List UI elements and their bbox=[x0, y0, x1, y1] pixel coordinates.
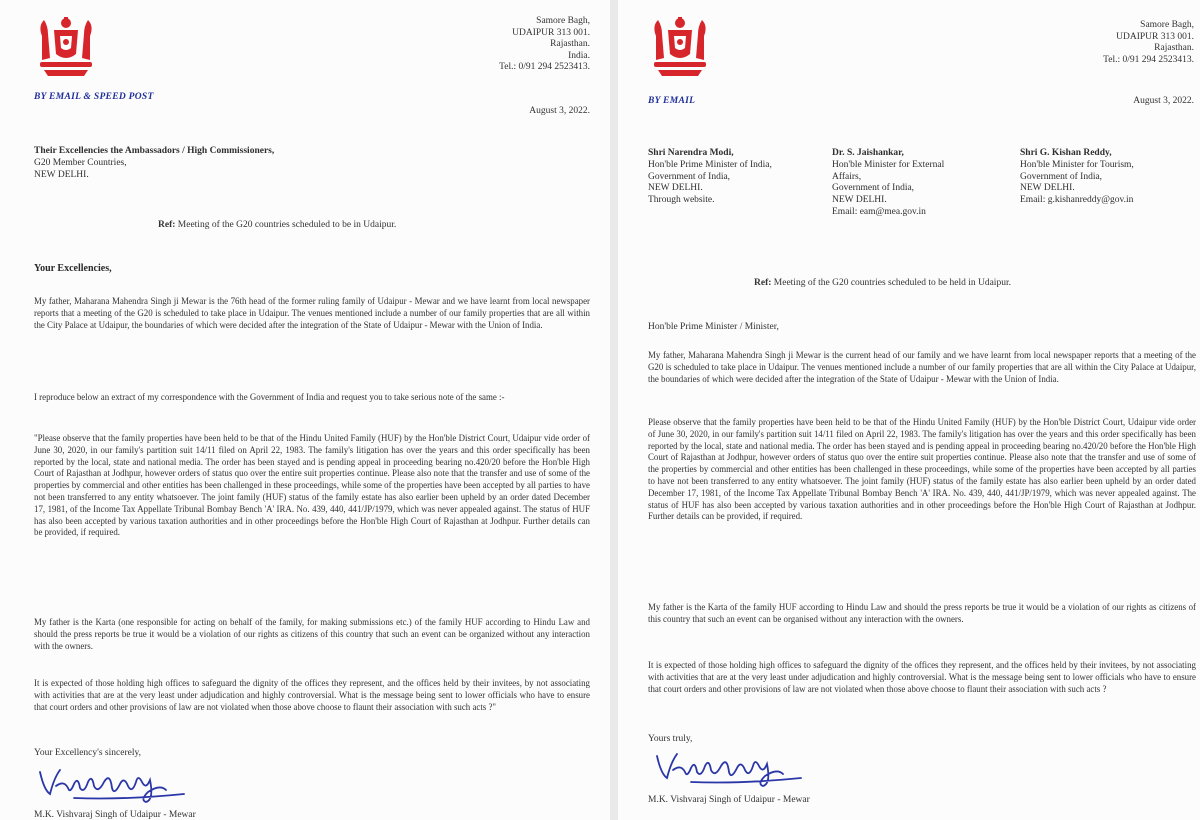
recipient-line: Through website. bbox=[648, 195, 715, 206]
sender-address bbox=[499, 16, 590, 74]
salutation: Hon'ble Prime Minister / Minister, bbox=[648, 322, 779, 332]
recipient-line: Government of India, bbox=[1020, 171, 1103, 182]
body-paragraph: My father is the Karta of the family HUF according to Hindu Law and should the press reports be true it would be a violation of our rights as citizens of this country that such an event can be organised without any interaction with the owners. bbox=[648, 602, 1196, 624]
recipient-name: Their Excellencies the Ambassadors / High Commissioners, bbox=[34, 146, 275, 156]
body-paragraph: My father, Maharana Mahendra Singh ji Mewar is the 76th head of the former ruling family of Udaipur - Mewar and we have learnt from local newspaper reports that a meeting of the G20 is scheduled to take place in Udaipur. The venues mentioned include a number of our family properties that are all within the City Palace at Udaipur, the boundaries of which were decided after the integration of the State of Udaipur - Mewar with the Union of India. bbox=[34, 296, 590, 330]
handwritten-signature bbox=[646, 744, 816, 790]
body-paragraph: It is expected of those holding high offices to safeguard the dignity of the offices they represent, and the offices held by their invitees, by not associating with activities that are at the very least under adjudication and highly controversial. What is the message being sent to lower officials who have to ensure that court orders and other provisions of law are not violated when those above choose to flaunt their association with such acts ?" bbox=[34, 678, 590, 712]
address-line: Rajasthan. bbox=[1154, 43, 1194, 53]
recipient-block bbox=[34, 146, 454, 181]
recipient-line: Government of India, bbox=[648, 171, 731, 182]
recipient-block bbox=[1020, 148, 1198, 207]
closing: Your Excellency's sincerely, bbox=[34, 748, 141, 758]
recipient-line: Hon'ble Prime Minister of India, bbox=[648, 159, 772, 170]
body-paragraph: My father, Maharana Mahendra Singh ji Mewar is the current head of our family and we have learnt from local newspaper reports that a meeting of the G20 is scheduled to take place in Udaipur. The venues mentioned include a number of our family properties that are all within the City Palace at Udaipur, the boundaries of which were decided after the integration of the State of Udaipur - Mewar with the Union of India. bbox=[648, 350, 1196, 384]
address-line: Rajasthan. bbox=[550, 39, 590, 49]
recipient-line: Hon'ble Minister for External bbox=[832, 159, 945, 170]
address-line: Tel.: 0/91 294 2523413. bbox=[1103, 54, 1194, 65]
recipient-name: Shri G. Kishan Reddy, bbox=[1020, 148, 1112, 158]
recipient-line: NEW DELHI. bbox=[1020, 183, 1075, 194]
address-line: Tel.: 0/91 294 2523413. bbox=[499, 62, 590, 72]
body-paragraph: "Please observe that the family properties have been held to be that of the Hindu United Family (HUF) by the Hon'ble District Court, Udaipur vide order of June 30, 2020, in our family's partition suit 14/11 filed on April 22, 1983. The family's litigation has over the years and this order specifically has been reported by the local, state and national media. The order has been stayed and is pending appeal in proceeding bearing no.420/20 before the Hon'ble High Court of Rajasthan at Jodhpur, however orders of status quo over the entire suit properties continue. Please also note that the transfer and use of some of the properties by commercial and other entities has been challenged in these proceedings, while some of the properties have been accepted by all parties to have not been transferred to any entity whatsoever. The joint family (HUF) status of the family estate has also earlier been upheld by an order dated December 17, 1981, of the Income Tax Appellate Tribunal Bombay Bench 'A' IRA. No. 439, 440, 441/JP/1979, which was never appealed against. The status of HUF has also been accepted by various taxation authorities and in other proceedings before the Hon'ble High Court of Rajasthan at Jodhpur. Further details can be provided, if required. bbox=[34, 433, 590, 538]
reference-text: Meeting of the G20 countries scheduled to be held in Udaipur. bbox=[773, 278, 1011, 288]
signer-name: M.K. Vishvaraj Singh of Udaipur - Mewar bbox=[648, 795, 810, 805]
recipient-line: NEW DELHI. bbox=[832, 195, 887, 206]
body-paragraph: I reproduce below an extract of my correspondence with the Government of India and request you to take serious note of the same :- bbox=[34, 392, 505, 402]
address-line: UDAIPUR 313 001. bbox=[512, 27, 590, 38]
reference-label: Ref: bbox=[754, 278, 772, 288]
recipient-line: Email: eam@mea.gov.in bbox=[832, 206, 926, 217]
recipient-block bbox=[832, 148, 1002, 219]
address-line: India. bbox=[568, 50, 590, 61]
address-line: Samore Bagh, bbox=[536, 16, 590, 26]
letter-date: August 3, 2022. bbox=[529, 106, 590, 116]
recipient-org: G20 Member Countries, bbox=[34, 157, 127, 168]
recipient-line: Affairs, bbox=[832, 171, 862, 182]
dispatch-mode: BY EMAIL & SPEED POST bbox=[34, 92, 154, 102]
mewar-crest-icon bbox=[648, 14, 712, 78]
body-paragraph: My father is the Karta (one responsible for acting on behalf of the family, for making submissions etc.) of the family HUF according to Hindu Law and should the press reports be true it would be a violation of our rights as citizens of this country that such an event can be organized without any interaction with the owners. bbox=[34, 617, 590, 651]
recipient-line: NEW DELHI. bbox=[648, 183, 703, 194]
recipient-city: NEW DELHI. bbox=[34, 169, 89, 180]
recipient-name: Dr. S. Jaishankar, bbox=[832, 148, 904, 158]
signer-name: M.K. Vishvaraj Singh of Udaipur - Mewar bbox=[34, 810, 196, 820]
address-line: UDAIPUR 313 001. bbox=[1116, 31, 1194, 42]
address-line: Samore Bagh, bbox=[1140, 20, 1194, 30]
recipient-block bbox=[648, 148, 818, 207]
handwritten-signature bbox=[34, 760, 194, 806]
letter-date: August 3, 2022. bbox=[1133, 96, 1194, 106]
body-paragraph: Please observe that the family properties have been held to be that of the Hindu United Family (HUF) by the Hon'ble District Court, Udaipur vide order of June 30, 2020, in our family's partition suit 14/11 filed on April 22, 1983. The family's litigation has over the years and this order specifically has been reported by the local, state and national media. The order has been stayed and is pending appeal in proceeding bearing no.420/20 before the Hon'ble High Court of Rajasthan at Jodhpur, however orders of status quo over the entire suit properties continue. Please also note that the transfer and use of some of the properties by commercial and other entities has been challenged in these proceedings, while some of the properties have been accepted by all parties to have not been transferred to any entity whatsoever. The joint family (HUF) status of the family estate has also earlier been upheld by an order dated December 17, 1981, of the Income Tax Appellate Tribunal Bombay Bench 'A' IRA. No. 439, 440, 441/JP/1979, which was never appealed against. The status of HUF has also been accepted by various taxation authorities and in other proceedings before the Hon'ble High Court of Rajasthan at Jodhpur. Further details can be provided, if required. bbox=[648, 417, 1196, 522]
reference-label: Ref: bbox=[158, 220, 176, 230]
recipient-line: Email: g.kishanreddy@gov.in bbox=[1020, 195, 1134, 206]
recipient-line: Government of India, bbox=[832, 183, 915, 194]
dispatch-mode: BY EMAIL bbox=[648, 96, 696, 106]
reference-text: Meeting of the G20 countries scheduled to be in Udaipur. bbox=[177, 220, 397, 230]
recipient-line: Hon'ble Minister for Tourism, bbox=[1020, 159, 1134, 170]
letter-to-government-ministers bbox=[618, 0, 1200, 820]
sender-address bbox=[1103, 20, 1194, 66]
salutation: Your Excellencies, bbox=[34, 263, 112, 274]
reference-line bbox=[158, 220, 396, 230]
recipient-name: Shri Narendra Modi, bbox=[648, 148, 734, 158]
body-paragraph: It is expected of those holding high offices to safeguard the dignity of the offices they represent, and the offices held by their invitees, by not associating with activities that are at the very least under adjudication and highly controversial. What is the message being sent to lower officials who have to ensure that court orders and other provisions of law are not violated when those above choose to flaunt their association with such acts ? bbox=[648, 660, 1196, 694]
page-divider bbox=[610, 0, 618, 820]
mewar-crest-icon bbox=[34, 14, 98, 78]
closing: Yours truly, bbox=[648, 734, 693, 744]
reference-line bbox=[754, 278, 1011, 288]
